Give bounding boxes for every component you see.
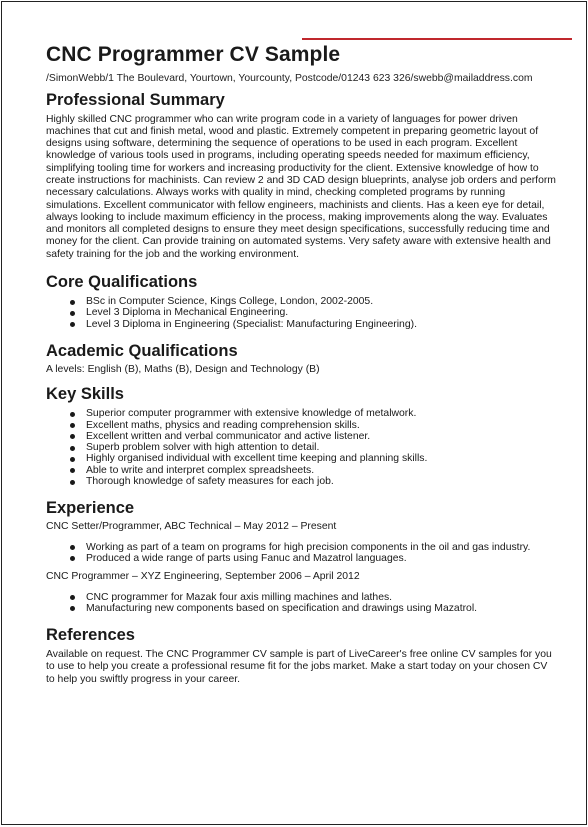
bullet-icon <box>70 595 75 600</box>
list-item: Manufacturing new components based on specification and drawings using Mazatrol. <box>70 603 558 614</box>
list-item: CNC programmer for Mazak four axis milling machines and lathes. <box>70 592 558 603</box>
list-item: Superb problem solver with high attention to detail. <box>70 442 558 453</box>
list-item: Level 3 Diploma in Mechanical Engineering. <box>70 307 558 318</box>
job-title: CNC Setter/Programmer, ABC Technical – May 2012 – Present <box>46 521 337 533</box>
list-item: Excellent written and verbal communicator and active listener. <box>70 431 558 442</box>
bullet-icon <box>70 606 75 611</box>
cv-content <box>46 42 558 686</box>
list-item: Produced a wide range of parts using Fanuc and Mazatrol languages. <box>70 553 558 564</box>
contact-line: /SimonWebb/1 The Boulevard, Yourtown, Yourcounty, Postcode/01243 623 326/swebb@mailaddress.com <box>46 73 533 84</box>
list-item: Working as part of a team on programs for high precision components in the oil and gas industry. <box>70 542 558 553</box>
bullet-icon <box>70 468 75 473</box>
bullet-icon <box>70 446 75 451</box>
references-text: Available on request. The CNC Programmer CV sample is part of LiveCareer's free online CV samples for you to use to help you create a professional resume fit for the jobs market. Make a start today on your chosen CV to help you swiftly progress in your career. <box>46 649 552 685</box>
bullet-icon <box>70 457 75 462</box>
job-duties-list <box>46 592 558 615</box>
academic-qualifications-heading: Academic Qualifications <box>46 341 238 360</box>
list-item: Superior computer programmer with extensive knowledge of metalwork. <box>70 408 558 419</box>
summary-text: Highly skilled CNC programmer who can write program code in a variety of languages for power driven machines that cut and finish metal, wood and plastic. Extremely competent in preparing geometric layout of designs using software, determining the sequence of operations to be used in each program. Excellent knowledge of various tools used in programs, including operating speeds needed for maximum efficiency, simplifying tooling time for workers and increasing productivity for the client. Extensive knowledge of how to create instructions for machinists. Can review 2 and 3D CAD design blueprints, analyse job orders and perform necessary calculations. Always works with quality in mind, checking completed programs by running simulations. Excellent communicator with fellow engineers, machinists and clients. Has a keen eye for detail, always looking to include maximum efficiency in the process, making improvements along the way. Evaluates and monitors all completed designs to ensure they meet design specifications, successfully reducing time and money for the client. Can provide training on automated systems. Very safety aware with extensive health and safety training for the job and the working environment. <box>46 113 556 260</box>
bullet-icon <box>70 412 75 417</box>
cv-page <box>1 1 587 825</box>
core-qualifications-list <box>46 296 558 330</box>
job-title: CNC Programmer – XYZ Engineering, September 2006 – April 2012 <box>46 571 360 583</box>
list-item: Highly organised individual with excellent time keeping and planning skills. <box>70 453 558 464</box>
experience-heading: Experience <box>46 499 135 518</box>
list-item: Thorough knowledge of safety measures for each job. <box>70 476 558 487</box>
cv-title: CNC Programmer CV Sample <box>46 43 341 66</box>
key-skills-list <box>46 408 558 487</box>
bullet-icon <box>70 300 75 305</box>
core-qualifications-heading: Core Qualifications <box>46 273 198 292</box>
header-accent-line <box>302 38 572 40</box>
bullet-icon <box>70 480 75 485</box>
bullet-icon <box>70 311 75 316</box>
bullet-icon <box>70 545 75 550</box>
bullet-icon <box>70 423 75 428</box>
list-item: Able to write and interpret complex spreadsheets. <box>70 465 558 476</box>
academic-qualifications-text: A levels: English (B), Maths (B), Design and Technology (B) <box>46 363 320 375</box>
key-skills-heading: Key Skills <box>46 385 124 404</box>
summary-heading: Professional Summary <box>46 90 225 109</box>
job-duties-list <box>46 542 558 565</box>
references-heading: References <box>46 626 135 645</box>
bullet-icon <box>70 322 75 327</box>
list-item: Excellent maths, physics and reading comprehension skills. <box>70 420 558 431</box>
list-item: Level 3 Diploma in Engineering (Specialist: Manufacturing Engineering). <box>70 319 558 330</box>
bullet-icon <box>70 434 75 439</box>
bullet-icon <box>70 556 75 561</box>
list-item: BSc in Computer Science, Kings College, London, 2002-2005. <box>70 296 558 307</box>
